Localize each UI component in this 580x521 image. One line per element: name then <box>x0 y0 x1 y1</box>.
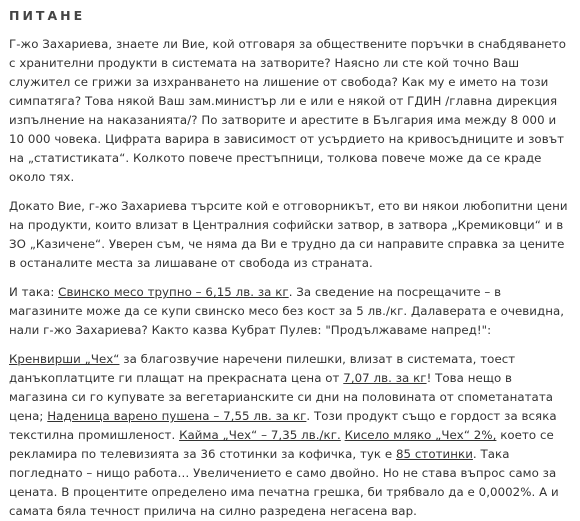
paragraph-2: Докато Вие, г-жо Захариева търсите кой е отговорникът, ето ви някои любопитни цени на продукти, които влизат в Централния софийски затвор, в затвора „Кремиковци“ и в ЗО „Казичене“. Уверен съм, че няма да Ви е трудно да си направите справка за цените в останалите места за лишаване от свобода из страната. <box>9 199 568 270</box>
paragraph-3 <box>9 283 572 340</box>
paragraph-4-text-1: за благозвучие наречени пилешки, влизат в системата, тоест данъкоплатците ги плащат на прекрасната цена от <box>9 352 516 385</box>
sausages-price-link[interactable]: 7,07 лв. за кг <box>343 371 427 385</box>
paragraph-4-text-2: ! Това нещо в магазина си го купувате за вегетарианските си дни на половината от спометанатата цена; <box>9 371 554 423</box>
sausages-link[interactable]: Кренвирши „Чех“ <box>9 352 120 366</box>
paragraph-4-text-3: . Този продукт също е гордост за всяка текстилна промишленост. <box>9 409 557 442</box>
article-heading: ПИТАНЕ <box>9 8 86 23</box>
pork-price-link[interactable]: Свинско месо трупно – 6,15 лв. за кг <box>58 285 289 299</box>
smoked-sausage-link[interactable]: Наденица варено пушена – 7,55 лв. за кг <box>47 409 307 423</box>
yogurt-link[interactable]: Кисело мляко „Чех“ 2%, <box>344 428 497 442</box>
paragraph-4-text-5: което се рекламира по телевизията за 36 стотинки за кофичка, тук е <box>9 428 554 461</box>
paragraph-3-text-1: И така: <box>9 285 59 299</box>
minced-meat-link[interactable]: Кайма „Чех“ – 7,35 лв./кг. <box>179 428 341 442</box>
yogurt-price-link[interactable]: 85 стотинки <box>395 447 473 461</box>
paragraph-3-text-2: . За сведение на посрещачите – в магазините може да се купи свинско месо без кост за 5 лв./кг. Далаверата е очевидна, нали г-жо Захариева? Както казва Кубрат Пулев: "Продължаваме напред!": <box>9 285 565 337</box>
paragraph-4-text-6: . Така погледнато – нищо работа… Увеличението е само двойно. Но не става въпрос само за цената. В процентите определено има печатна грешка, би трябвало да е 0,0002%. А и самата бяла течност прилича на силно разредена негасена вар. <box>9 447 559 518</box>
paragraph-4 <box>9 350 572 521</box>
paragraph-1: Г-жо Захариева, знаете ли Вие, кой отговаря за обществените поръчки в снабдяването с хранителни продукти в системата на затворите? Наясно ли сте кой точно Ваш служител се грижи за изхранването на лишение от свобода? Как му е името на този симпатяга? Това някой Ваш зам.министър ли е или е някой от ГДИН /главна дирекция изпълнение на наказанията/? По затворите и арестите в България има между 8 000 и 10 000 човека. Цифрата варира в зависимост от усърдието на кривосъдниците и зовът на „статистиката“. Колкото повече престъпници, толкова повече може да се краде около тях. <box>9 37 566 184</box>
